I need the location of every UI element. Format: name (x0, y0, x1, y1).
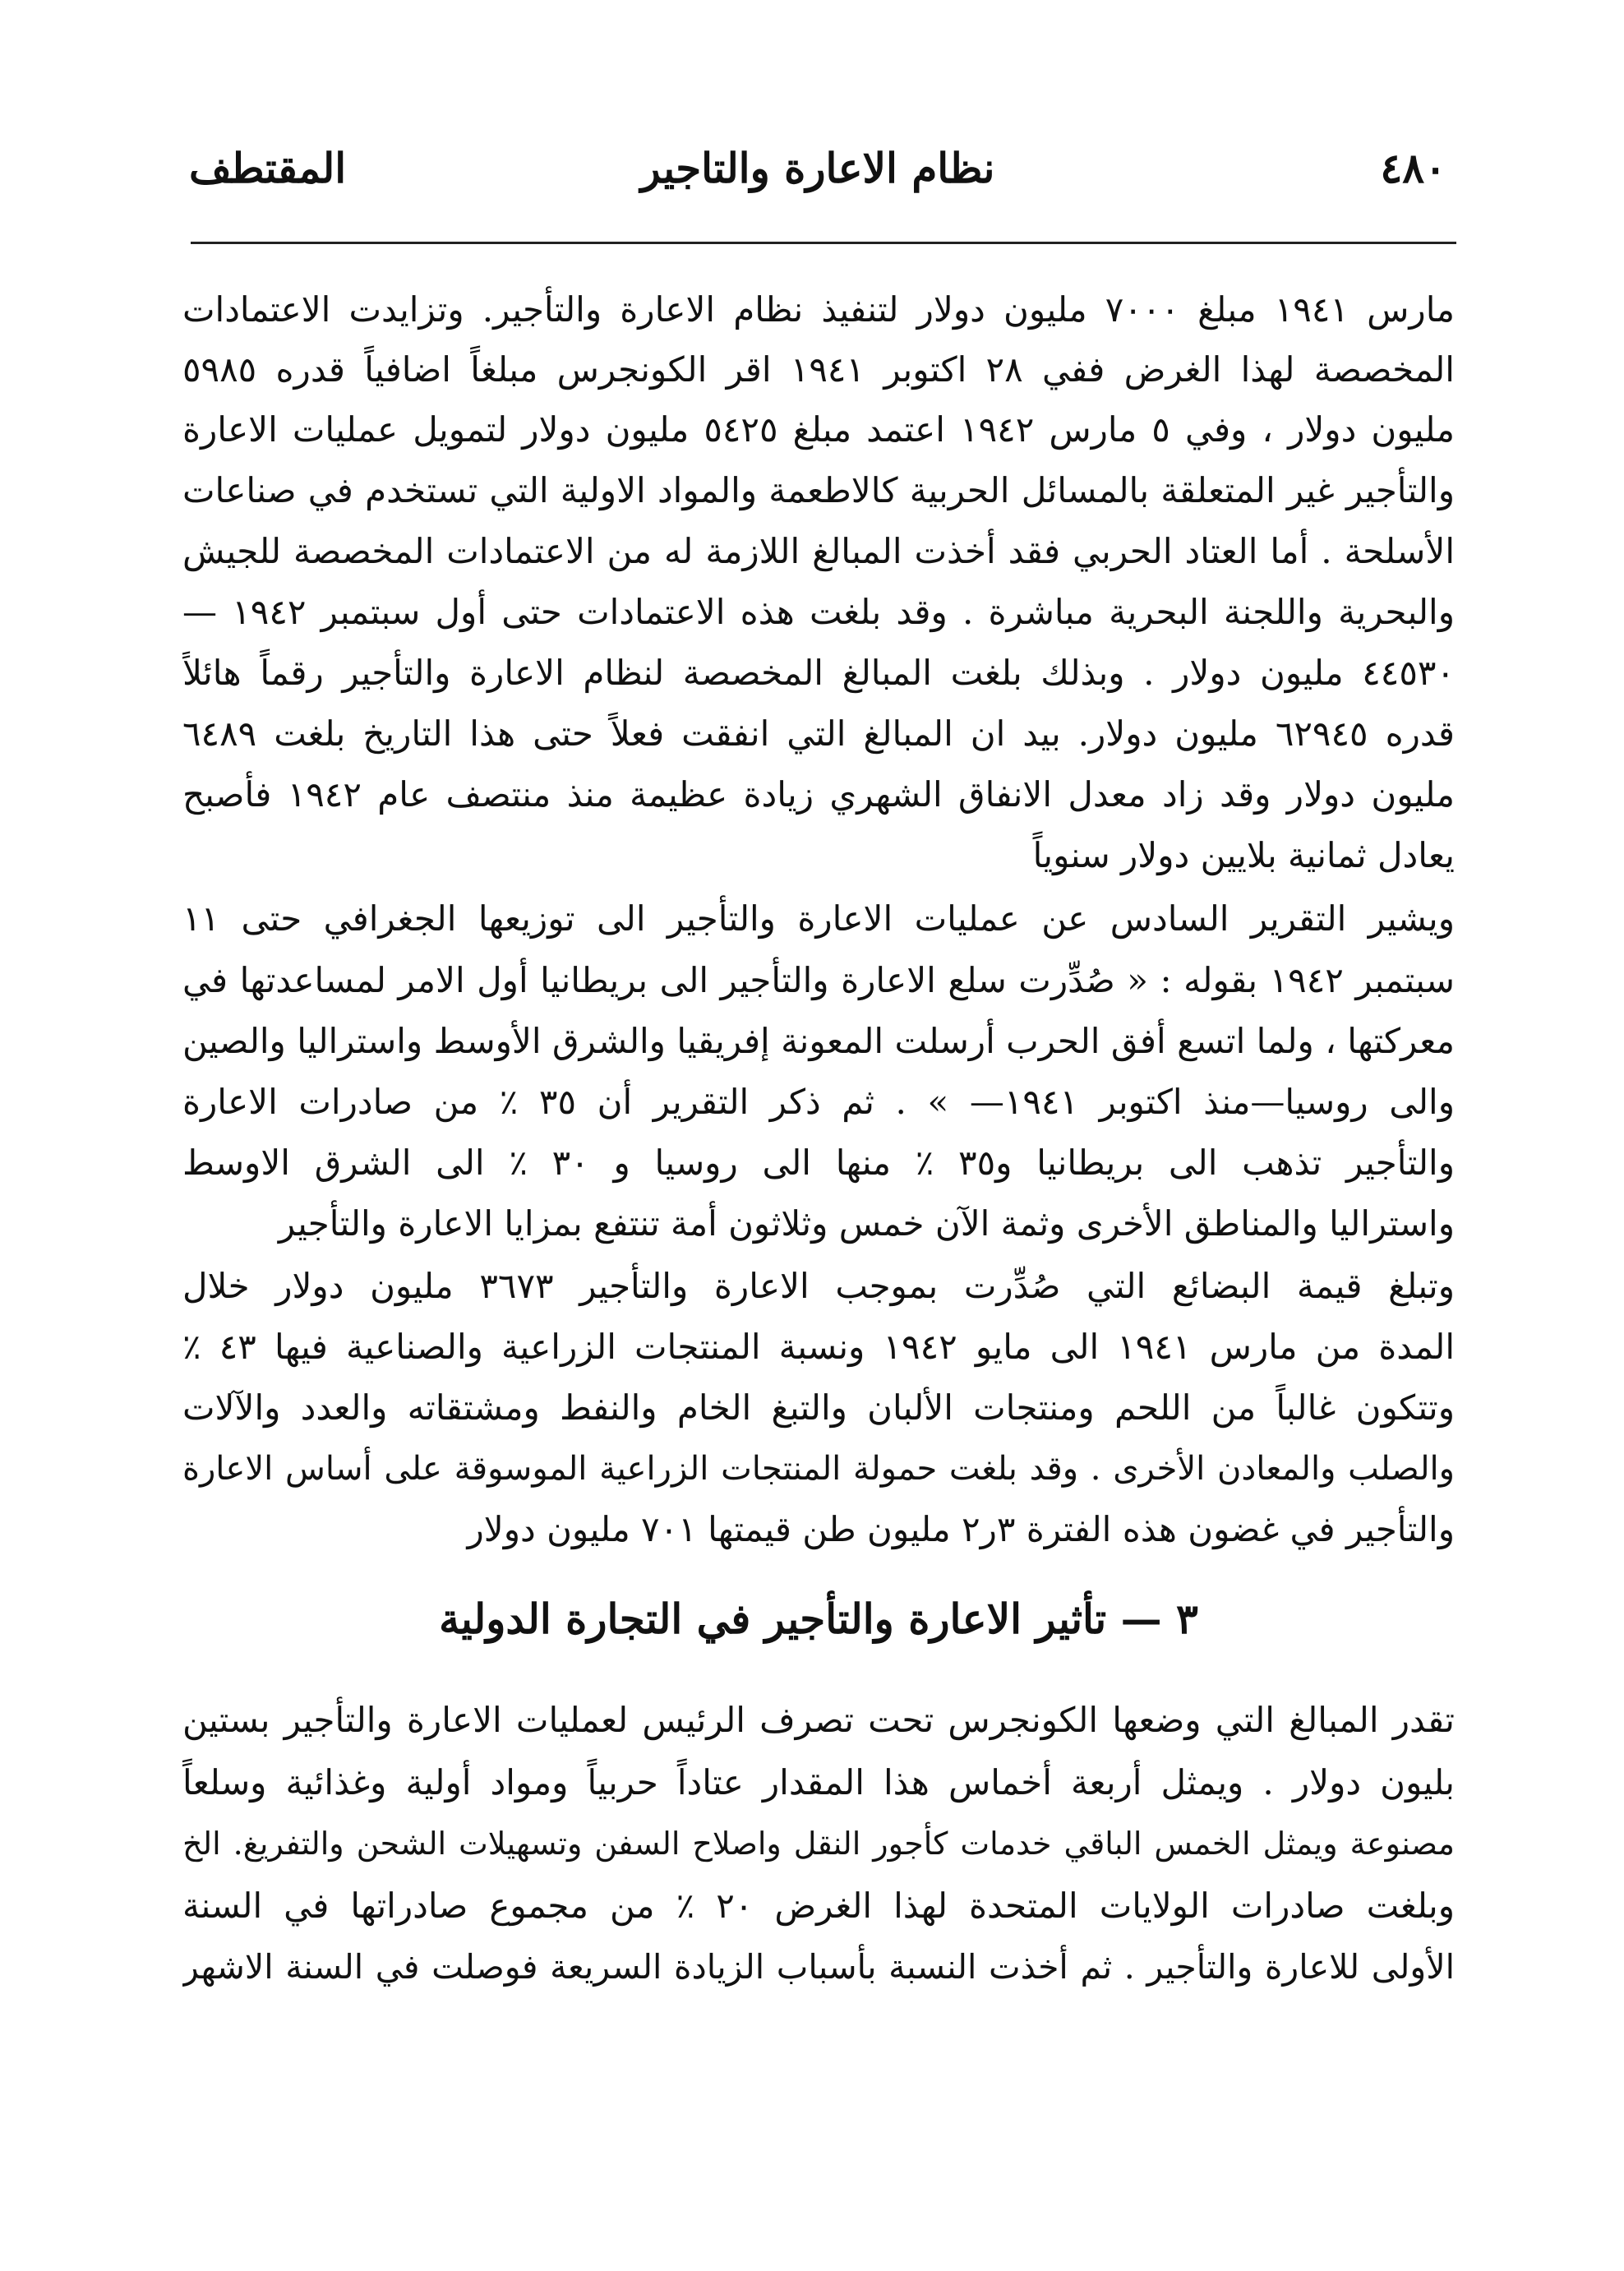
text-line: الأولى للاعارة والتأجير . ثم أخذت النسبة بأسباب الزيادة السريعة فوصلت في السنة الاشهر (182, 1947, 1455, 1987)
text-line: واستراليا والمناطق الأخرى وثمة الآن خمس وثلاثون أمة تنتفع بمزايا الاعارة والتأجير (278, 1203, 1455, 1244)
text-line: والتأجير غير المتعلقة بالمسائل الحربية كالاطعمة والمواد الاولية التي تستخدم في صناعات (182, 470, 1455, 510)
running-title: نظام الاعارة والتاجير (640, 144, 995, 192)
text-line: والتأجير في غضون هذه الفترة ٣ر٢ مليون طن قيمتها ٧٠١ مليون دولار (467, 1509, 1455, 1549)
text-line: تقدر المبالغ التي وضعها الكونجرس تحت تصرف الرئيس لعمليات الاعارة والتأجير بستين (182, 1700, 1455, 1740)
journal-name: المقتطف (189, 144, 347, 192)
text-line: معركتها ، ولما اتسع أفق الحرب أرسلت المعونة إفريقيا والشرق الأوسط واستراليا والصين (182, 1021, 1455, 1061)
page-number: ٤٨٠ (1380, 144, 1446, 192)
text-line: الأسلحة . أما العتاد الحربي فقد أخذت المبالغ اللازمة له من الاعتمادات المخصصة للجيش (182, 531, 1455, 571)
text-line: ويشير التقرير السادس عن عمليات الاعارة والتأجير الى توزيعها الجغرافي حتى ١١ (182, 898, 1455, 939)
text-line: مليون دولار ، وفي ٥ مارس ١٩٤٢ اعتمد مبلغ ٥٤٢٥ مليون دولار لتمويل عمليات الاعارة (182, 409, 1455, 450)
text-line: ٤٤٥٣٠ مليون دولار . وبذلك بلغت المبالغ المخصصة لنظام الاعارة والتأجير رقماً هائلاً (182, 653, 1455, 693)
text-line: وبلغت صادرات الولايات المتحدة لهذا الغرض ٢٠ ٪ من مجموع صادراتها في السنة (182, 1886, 1455, 1926)
text-line: مارس ١٩٤١ مبلغ ٧٠٠٠ مليون دولار لتنفيذ نظام الاعارة والتأجير. وتزايدت الاعتمادات (182, 289, 1455, 330)
text-line: مصنوعة ويمثل الخمس الباقي خدمات كأجور النقل واصلاح السفن وتسهيلات الشحن والتفريغ. الخ (182, 1826, 1455, 1862)
text-line: وتتكون غالباً من اللحم ومنتجات الألبان والتبغ الخام والنفط ومشتقاته والعدد والآلات (182, 1387, 1455, 1428)
text-line: والصلب والمعادن الأخرى . وقد بلغت حمولة المنتجات الزراعية الموسوقة على أساس الاعارة (182, 1450, 1455, 1488)
text-line: مليون دولار وقد زاد معدل الانفاق الشهري زيادة عظيمة منذ منتصف عام ١٩٤٢ فأصبح (182, 774, 1455, 815)
text-line: يعادل ثمانية بلايين دولار سنوياً (1032, 835, 1455, 875)
text-line: سبتمبر ١٩٤٢ بقوله : « صُدِّرت سلع الاعارة والتأجير الى بريطانيا أول الامر لمساعدتها في (182, 960, 1455, 1000)
text-line: والتأجير تذهب الى بريطانيا و٣٥ ٪ منها الى روسيا و ٣٠ ٪ الى الشرق الاوسط (182, 1142, 1455, 1183)
text-line: المدة من مارس ١٩٤١ الى مايو ١٩٤٢ ونسبة المنتجات الزراعية والصناعية فيها ٤٣ ٪ (182, 1327, 1455, 1367)
text-line: والبحرية واللجنة البحرية مباشرة . وقد بلغت هذه الاعتمادات حتى أول سبتمبر ١٩٤٢ — (182, 592, 1455, 632)
text-line: قدره ٦٢٩٤٥ مليون دولار. بيد ان المبالغ التي انفقت فعلاً حتى هذا التاريخ بلغت ٦٤٨٩ (182, 713, 1455, 754)
text-line: المخصصة لهذا الغرض ففي ٢٨ اكتوبر ١٩٤١ اقر الكونجرس مبلغاً اضافياً قدره ٥٩٨٥ (182, 349, 1455, 390)
text-line: وتبلغ قيمة البضائع التي صُدِّرت بموجب الاعارة والتأجير ٣٦٧٣ مليون دولار خلال (182, 1266, 1455, 1306)
section-heading: ٣ — تأثير الاعارة والتأجير في التجارة الدولية (439, 1595, 1198, 1643)
text-line: والى روسيا—منذ اكتوبر ١٩٤١— » . ثم ذكر التقرير أن ٣٥ ٪ من صادرات الاعارة (182, 1082, 1455, 1122)
text-line: بليون دولار . ويمثل أربعة أخماس هذا المقدار عتاداً حربياً ومواد أولية وغذائية وسلعاً (182, 1762, 1455, 1802)
